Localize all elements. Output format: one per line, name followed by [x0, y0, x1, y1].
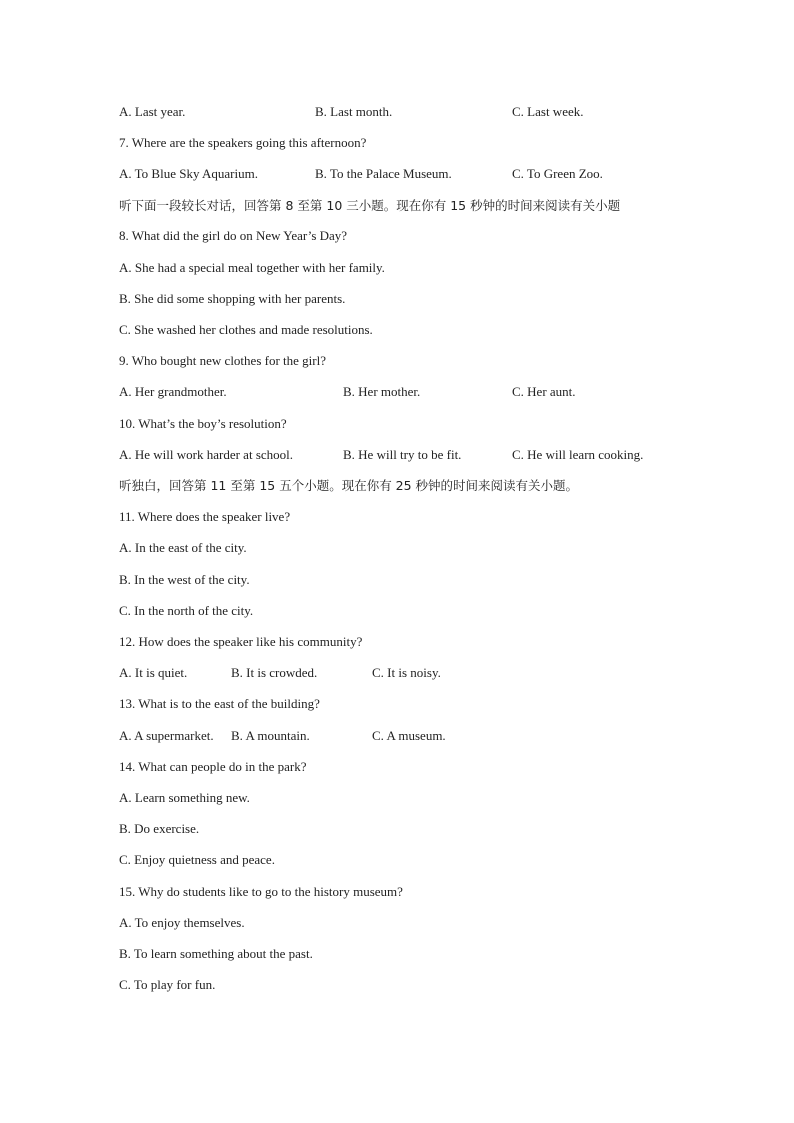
- q11-option-c: C. In the north of the city.: [119, 603, 254, 618]
- q7-option-a: A. To Blue Sky Aquarium.: [119, 166, 258, 181]
- q11-question: 11. Where does the speaker live?: [119, 509, 291, 524]
- q9-option-c: C. Her aunt.: [512, 384, 576, 399]
- q14-option-a: A. Learn something new.: [119, 790, 250, 805]
- q15-option-b: B. To learn something about the past.: [119, 946, 313, 961]
- q11-option-a: A. In the east of the city.: [119, 540, 247, 555]
- q9-option-a: A. Her grandmother.: [119, 384, 227, 399]
- q10-option-c: C. He will learn cooking.: [512, 447, 644, 462]
- section-instruction-1: 听下面一段较长对话，回答第 8 至第 10 三小题。现在你有 15 秒钟的时间来阅读有关小题: [119, 198, 621, 213]
- q13-option-a: A. A supermarket.: [119, 728, 214, 743]
- q9-option-b: B. Her mother.: [343, 384, 421, 399]
- q7-option-b: B. To the Palace Museum.: [315, 166, 452, 181]
- q8-option-a: A. She had a special meal together with her family.: [119, 260, 385, 275]
- q13-option-c: C. A museum.: [372, 728, 446, 743]
- q14-option-c: C. Enjoy quietness and peace.: [119, 852, 275, 867]
- q8-option-b: B. She did some shopping with her parents.: [119, 291, 346, 306]
- q11-option-b: B. In the west of the city.: [119, 572, 250, 587]
- q14-question: 14. What can people do in the park?: [119, 759, 307, 774]
- q6-option-b: B. Last month.: [315, 104, 393, 119]
- q6-option-a: A. Last year.: [119, 104, 186, 119]
- section-instruction-2: 听独白，回答第 11 至第 15 五个小题。现在你有 25 秒钟的时间来阅读有关小题。: [119, 478, 579, 493]
- q12-option-b: B. It is crowded.: [231, 665, 318, 680]
- q7-question: 7. Where are the speakers going this afternoon?: [119, 135, 367, 150]
- q8-question: 8. What did the girl do on New Year’s Day?: [119, 228, 348, 243]
- q15-option-a: A. To enjoy themselves.: [119, 915, 245, 930]
- q15-option-c: C. To play for fun.: [119, 977, 216, 992]
- q15-question: 15. Why do students like to go to the history museum?: [119, 884, 403, 899]
- q13-question: 13. What is to the east of the building?: [119, 696, 320, 711]
- q6-option-c: C. Last week.: [512, 104, 584, 119]
- q10-option-a: A. He will work harder at school.: [119, 447, 294, 462]
- q8-option-c: C. She washed her clothes and made resolutions.: [119, 322, 373, 337]
- q12-option-a: A. It is quiet.: [119, 665, 188, 680]
- q13-option-b: B. A mountain.: [231, 728, 310, 743]
- q9-question: 9. Who bought new clothes for the girl?: [119, 353, 326, 368]
- q12-question: 12. How does the speaker like his community?: [119, 634, 363, 649]
- q14-option-b: B. Do exercise.: [119, 821, 200, 836]
- q12-option-c: C. It is noisy.: [372, 665, 441, 680]
- q7-option-c: C. To Green Zoo.: [512, 166, 603, 181]
- q10-question: 10. What’s the boy’s resolution?: [119, 416, 287, 431]
- q10-option-b: B. He will try to be fit.: [343, 447, 462, 462]
